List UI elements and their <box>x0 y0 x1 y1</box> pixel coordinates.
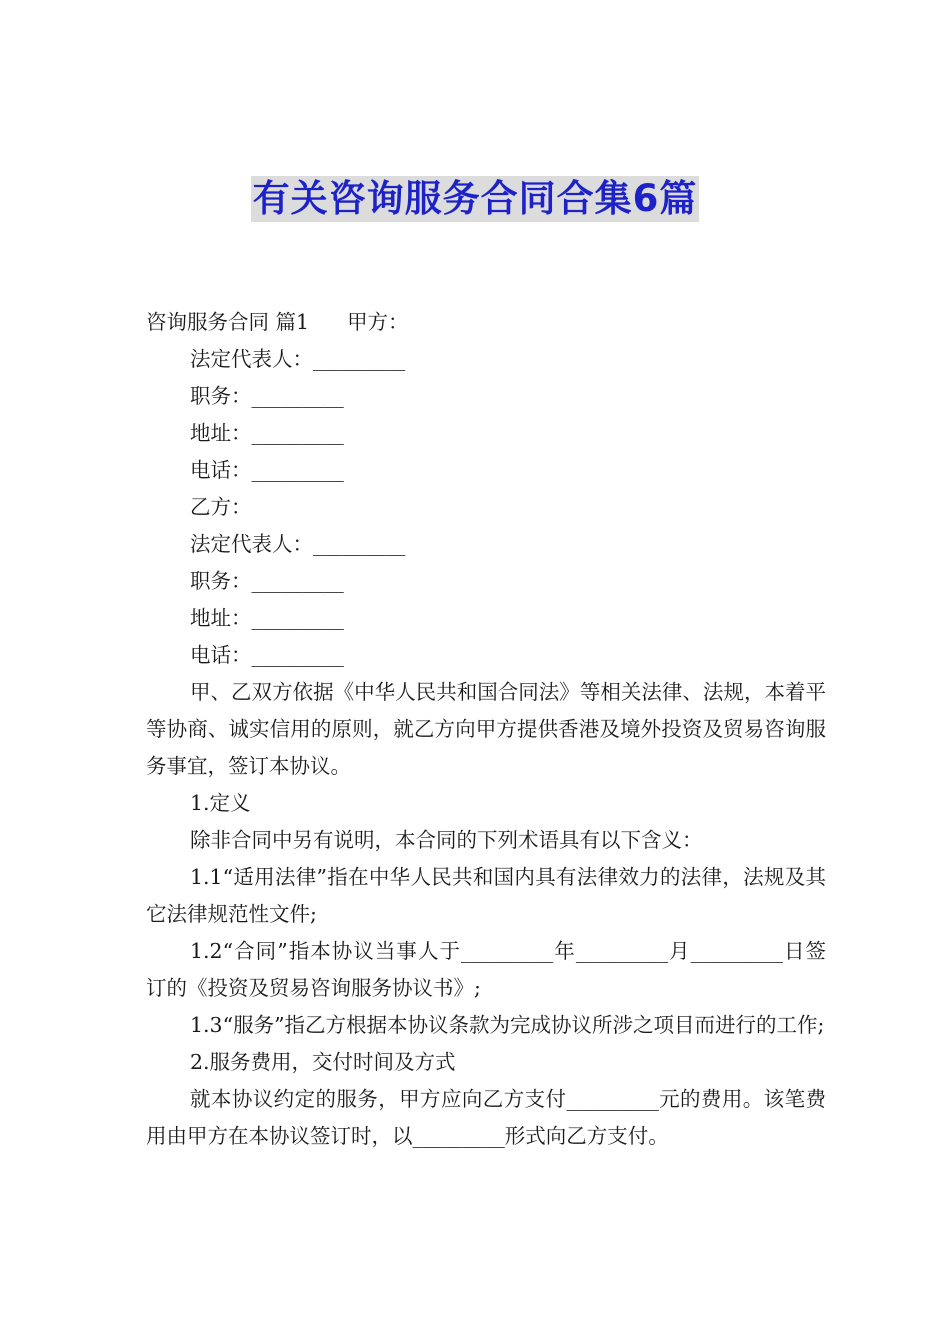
party-b-label: 乙方： <box>190 495 252 519</box>
party-a-rep: 法定代表人：_________ <box>190 347 406 371</box>
party-a-position: 职务：_________ <box>190 384 344 408</box>
contract-heading-line <box>146 304 826 341</box>
document-body <box>146 304 826 1155</box>
intro-paragraph: 甲、乙双方依据《中华人民共和国合同法》等相关法律、法规，本着平等协商、诚实信用的原则，就乙方向甲方提供香港及境外投资及贸易咨询服务事宜，签订本协议。 <box>146 680 826 778</box>
party-a-label: 甲方： <box>347 310 409 334</box>
party-b-phone: 电话：_________ <box>190 643 344 667</box>
party-a-address: 地址：_________ <box>190 421 344 445</box>
party-b-position: 职务：_________ <box>190 569 344 593</box>
section-2-paragraph: 就本协议约定的服务，甲方应向乙方支付_________元的费用。该笔费用由甲方在本协议签订时，以_________形式向乙方支付。 <box>146 1087 826 1148</box>
party-a-phone: 电话：_________ <box>190 458 344 482</box>
document-title: 有关咨询服务合同合集6篇 <box>252 177 698 220</box>
clause-1-3: 1.3“服务”指乙方根据本协议条款为完成协议所涉之项目而进行的工作; <box>190 1013 825 1037</box>
party-b-address: 地址：_________ <box>190 606 344 630</box>
section-1-title: 1.定义 <box>190 791 251 815</box>
clause-1-1: 1.1“适用法律”指在中华人民共和国内具有法律效力的法律，法规及其它法律规范性文件; <box>146 865 826 926</box>
title-wrap <box>0 176 950 222</box>
section-1-lead: 除非合同中另有说明，本合同的下列术语具有以下含义： <box>190 828 703 852</box>
party-b-rep: 法定代表人：_________ <box>190 532 406 556</box>
contract-heading: 咨询服务合同 篇1 <box>146 310 310 334</box>
clause-1-2: 1.2“合同”指本协议当事人于_________年_________月_________日签订的《投资及贸易咨询服务协议书》; <box>146 939 826 1000</box>
section-2-title: 2.服务费用，交付时间及方式 <box>190 1050 456 1074</box>
